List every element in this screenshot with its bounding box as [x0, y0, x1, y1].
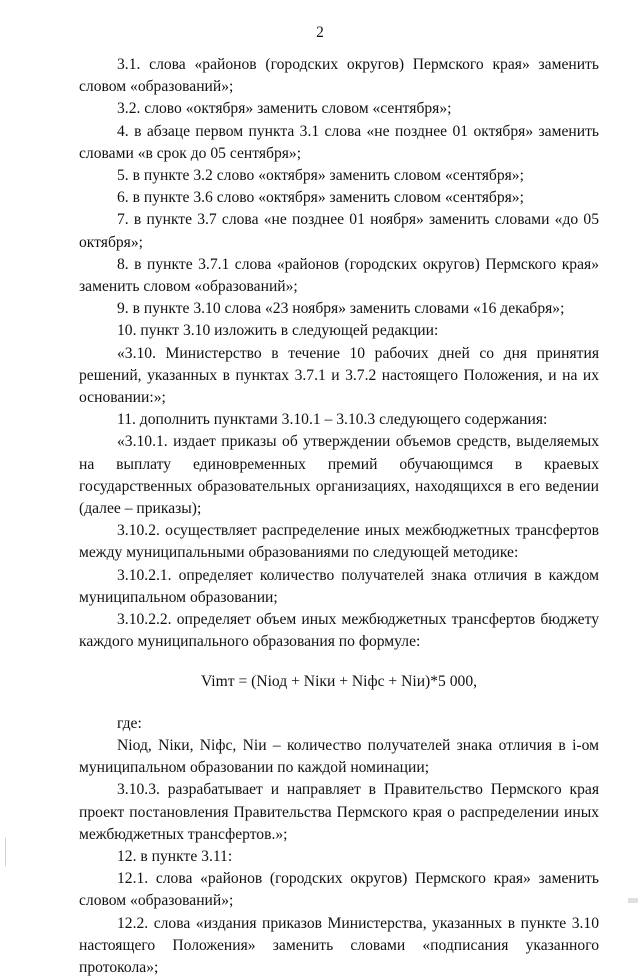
page-number: 2 [316, 24, 324, 41]
paragraph-11: 11. дополнить пунктами 3.10.1 – 3.10.3 следующего содержания: [117, 411, 548, 429]
paragraph-6: 6. в пункте 3.6 слово «октября» заменить словом «сентября»; [117, 189, 524, 207]
formula: Vimт = (Niод + Niки + Niфс + Niи)*5 000, [200, 673, 478, 691]
paragraph-3-10-1: «3.10.1. издает приказы об утверждении объемов средств, выделяемых на выплату единовременных премий обучающимся в краевых государственных образовательных организациях, находящихся в его ведении (далее – приказы); [79, 433, 599, 518]
paragraph-5: 5. в пункте 3.2 слово «октября» заменить словом «сентября»; [117, 167, 524, 185]
paragraph-3-2: 3.2. слово «октября» заменить словом «сентября»; [117, 100, 452, 118]
paragraph-3-10-2: 3.10.2. осуществляет распределение иных межбюджетных трансфертов между муниципальными образованиями по следующей методике: [79, 522, 599, 562]
paragraph-4: 4. в абзаце первом пункта 3.1 слова «не позднее 01 октября» заменить словами «в срок до 05 сентября»; [79, 122, 599, 162]
paragraph-variables: Niод, Niки, Niфс, Niи – количество получателей знака отличия в i-ом муниципальном образовании по каждой номинации; [79, 736, 599, 777]
scan-corner-mark [628, 898, 638, 903]
paragraph-where: где: [117, 714, 142, 732]
paragraph-3-1: 3.1. слова «районов (городских округов) Пермского края» заменить словом «образований»; [79, 56, 599, 96]
paragraph-12-1: 12.1. слова «районов (городских округов) Пермского края» заменить словом «образований»; [79, 870, 599, 910]
document-body [79, 54, 599, 979]
paragraph-12-2: 12.2. слова «издания приказов Министерства, указанных в пункте 3.10 настоящего Положения» заменить словами «подписания указанного протокола»; [79, 914, 599, 976]
paragraph-3-10-2-2: 3.10.2.2. определяет объем иных межбюджетных трансфертов бюджету каждого муниципального образования по формуле: [79, 611, 599, 651]
paragraph-3-10-2-1: 3.10.2.1. определяет количество получателей знака отличия в каждом муниципальном образовании; [79, 566, 599, 606]
paragraph-12: 12. в пункте 3.11: [117, 847, 233, 865]
paragraph-3-10-3: 3.10.3. разрабатывает и направляет в Правительство Пермского края проект постановления Правительства Пермского края о распределении иных межбюджетных трансфертов.»; [79, 781, 599, 843]
paragraph-10: 10. пункт 3.10 изложить в следующей редакции: [117, 322, 439, 340]
scan-edge-mark [5, 838, 6, 866]
paragraph-3-10-text: «3.10. Министерство в течение 10 рабочих дней со дня принятия решений, указанных в пунктах 3.7.1 и 3.7.2 настоящего Положения, и на их основании:»; [79, 344, 599, 407]
paragraph-8: 8. в пункте 3.7.1 слова «районов (городских округов) Пермского края» заменить словом «образований»; [79, 255, 599, 296]
paragraph-9: 9. в пункте 3.10 слова «23 ноября» заменить словами «16 декабря»; [117, 300, 565, 318]
paragraph-7: 7. в пункте 3.7 слова «не позднее 01 ноября» заменить словами «до 05 октября»; [79, 211, 599, 251]
